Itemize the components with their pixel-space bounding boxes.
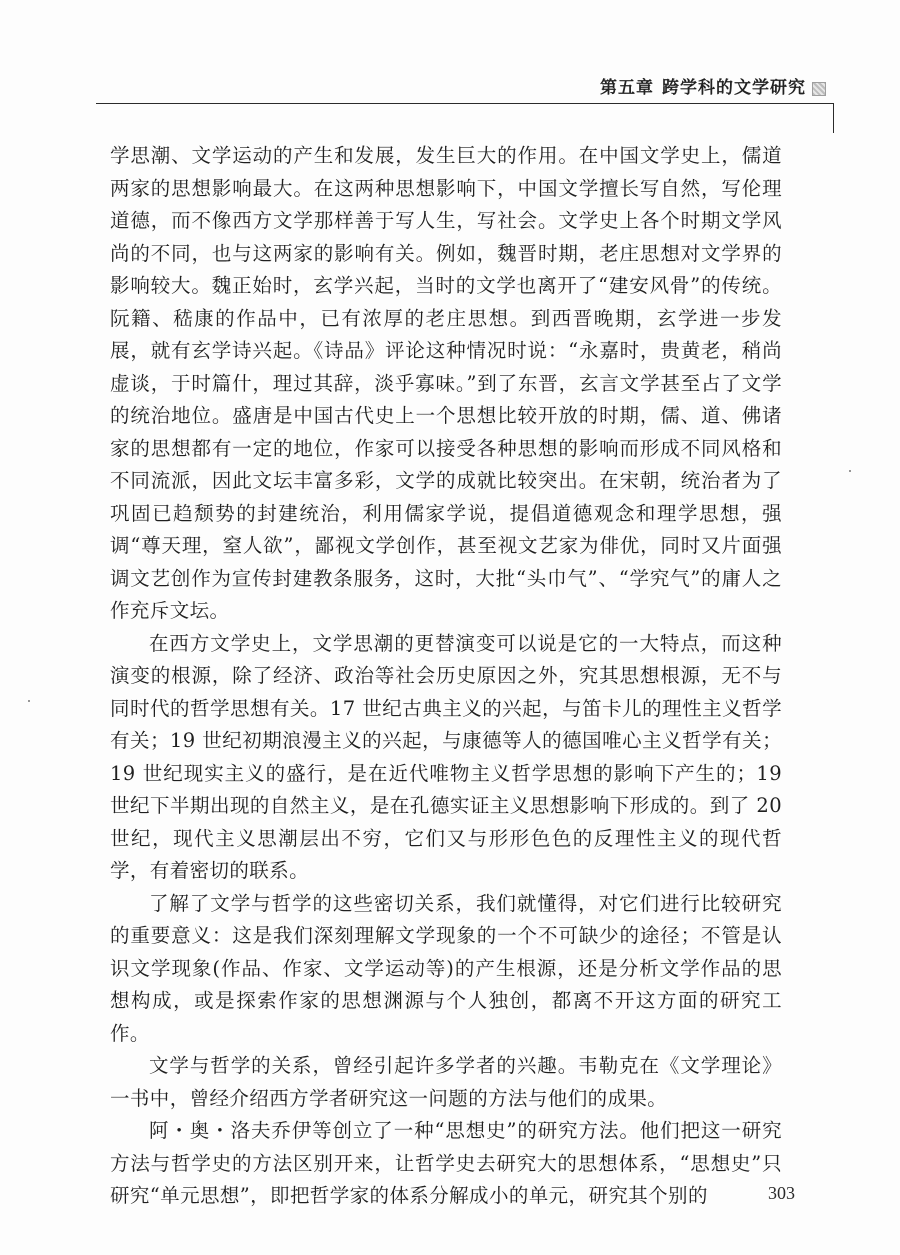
paragraph: 在西方文学史上，文学思潮的更替演变可以说是它的一大特点，而这种演变的根源，除了经济、政治等社会历史原因之外，究其思想根源，无不与同时代的哲学思想有关。17 世纪古典主义的兴起，与笛卡儿的理性主义哲学有关；19 世纪初期浪漫主义的兴起，与康德等人的德国唯心主义哲学有关；19 世纪现实主义的盛行，是在近代唯物主义哲学思想的影响下产生的；19 世纪下半期出现的自然主义，是在孔德实证主义思想影响下形成的。到了 20 世纪，现代主义思潮层出不穷，它们又与形形色色的反理性主义的现代哲学，有着密切的联系。	[110, 631, 782, 882]
chapter-title: 跨学科的文学研究	[662, 78, 806, 98]
page-number: 303	[768, 1183, 795, 1203]
chapter-number: 第五章	[600, 78, 654, 98]
chapter-heading	[600, 76, 806, 100]
body-text	[110, 140, 782, 1213]
scan-speck	[28, 700, 30, 702]
paragraph: 阿・奥・洛夫乔伊等创立了一种“思想史”的研究方法。他们把这一研究方法与哲学史的方法区别开来，让哲学史去研究大的思想体系，“思想史”只研究“单元思想”，即把哲学家的体系分解成小的单元，研究其个别的	[110, 1119, 782, 1207]
running-head	[96, 76, 834, 104]
scan-speck	[849, 470, 851, 472]
decorative-square-icon	[812, 82, 826, 96]
header-rule-tick	[833, 103, 835, 133]
paragraph: 了解了文学与哲学的这些密切关系，我们就懂得，对它们进行比较研究的重要意义：这是我们深刻理解文学现象的一个不可缺少的途径；不管是认识文学现象(作品、作家、文学运动等)的产生根源，还是分析文学作品的思想构成，或是探索作家的思想渊源与个人独创，都离不开这方面的研究工作。	[110, 891, 782, 1045]
header-rule	[96, 103, 834, 104]
paragraph: 文学与哲学的关系，曾经引起许多学者的兴趣。韦勒克在《文学理论》一书中，曾经介绍西方学者研究这一问题的方法与他们的成果。	[110, 1054, 782, 1110]
paragraph-continued: 学思潮、文学运动的产生和发展，发生巨大的作用。在中国文学史上，儒道两家的思想影响最大。在这两种思想影响下，中国文学擅长写自然，写伦理道德，而不像西方文学那样善于写人生，写社会。文学史上各个时期文学风尚的不同，也与这两家的影响有关。例如，魏晋时期，老庄思想对文学界的影响较大。魏正始时，玄学兴起，当时的文学也离开了“建安风骨”的传统。阮籍、嵇康的作品中，已有浓厚的老庄思想。到西晋晚期，玄学进一步发展，就有玄学诗兴起。《诗品》评论这种情况时说：“永嘉时，贵黄老，稍尚虚谈，于时篇什，理过其辞，淡乎寡味。”到了东晋，玄言文学甚至占了文学的统治地位。盛唐是中国古代史上一个思想比较开放的时期，儒、道、佛诸家的思想都有一定的地位，作家可以接受各种思想的影响而形成不同风格和不同流派，因此文坛丰富多彩，文学的成就比较突出。在宋朝，统治者为了巩固已趋颓势的封建统治，利用儒家学说，提倡道德观念和理学思想，强调“尊天理，窒人欲”，鄙视文学创作，甚至视文艺家为俳优，同时又片面强调文艺创作为宣传封建教条服务，这时，大批“头巾气”、“学究气”的庸人之作充斥文坛。	[110, 144, 782, 622]
